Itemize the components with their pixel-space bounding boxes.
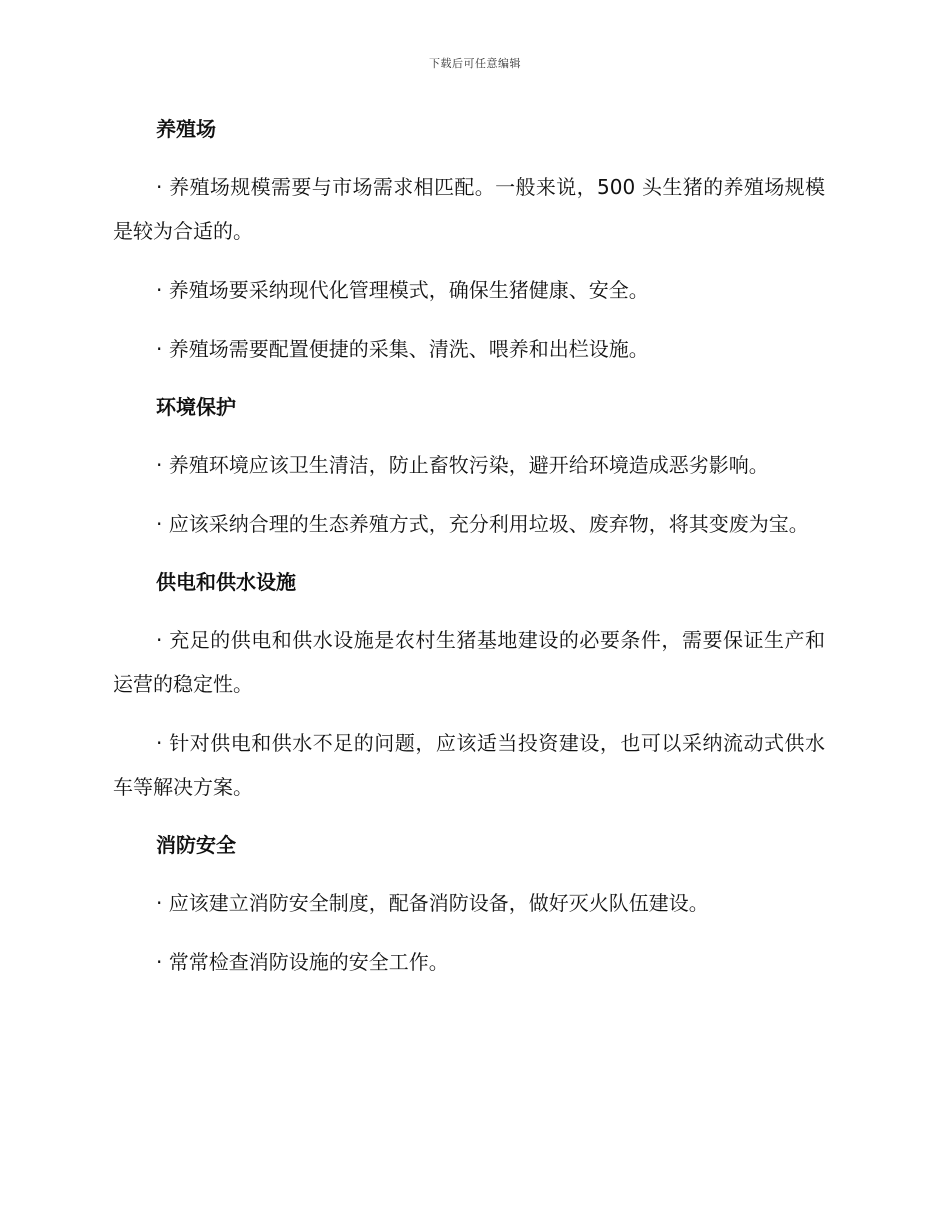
section-power-water-facilities [113,561,825,809]
bullet-paragraph: · 应该建立消防安全制度，配备消防设备，做好灭火队伍建设。 [156,891,709,915]
bullet-paragraph: · 针对供电和供水不足的问题，应该适当投资建设，也可以采纳流动式供水车等解决方案。 [113,731,825,799]
header-note: 下载后可任意编辑 [429,57,521,70]
bullet-paragraph: · 应该采纳合理的生态养殖方式，充分利用垃圾、废弃物，将其变废为宝。 [156,512,809,536]
bullet-paragraph: · 常常检查消防设施的安全工作。 [156,950,449,974]
document-body [113,108,825,999]
section-breeding-farm [113,108,825,371]
section-heading: 养殖场 [156,117,216,141]
bullet-paragraph: · 养殖场要采纳现代化管理模式，确保生猪健康、安全。 [156,278,649,302]
bullet-paragraph: · 充足的供电和供水设施是农村生猪基地建设的必要条件，需要保证生产和运营的稳定性。 [113,628,825,696]
section-heading: 消防安全 [156,833,236,857]
section-fire-safety [113,824,825,984]
section-heading: 环境保护 [156,395,236,419]
section-heading: 供电和供水设施 [156,570,296,594]
bullet-paragraph: · 养殖场需要配置便捷的采集、清洗、喂养和出栏设施。 [156,337,649,361]
section-environmental-protection [113,386,825,546]
bullet-paragraph: · 养殖场规模需要与市场需求相匹配。一般来说，500 头生猪的养殖场规模是较为合适的。 [113,175,825,243]
bullet-paragraph: · 养殖环境应该卫生清洁，防止畜牧污染，避开给环境造成恶劣影响。 [156,453,769,477]
